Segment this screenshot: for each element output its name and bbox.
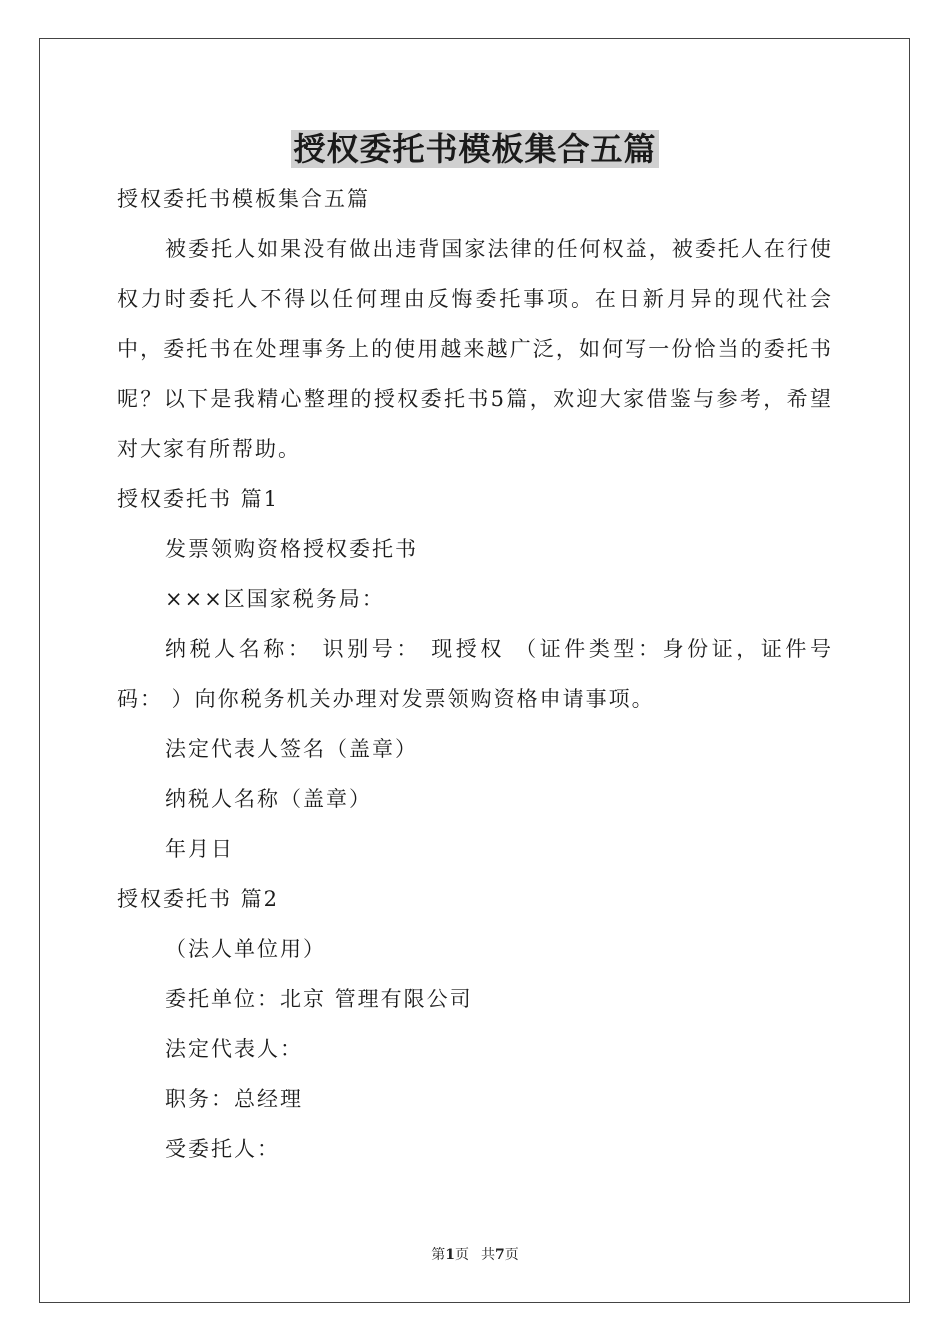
total-suffix: 页 — [504, 1247, 519, 1263]
section1-paragraph: 纳税人名称： 识别号： 现授权 （证件类型：身份证，证件号码： ）向你税务机关办理对发票领购资格申请事项。 — [117, 637, 833, 711]
section2-line: 委托单位：北京 管理有限公司 — [165, 987, 473, 1011]
section1-heading: 授权委托书 篇1 — [117, 487, 280, 511]
page-number: 1 — [445, 1247, 455, 1263]
section1-date-line: 年月日 — [165, 837, 234, 861]
page-footer — [0, 1244, 950, 1264]
intro-paragraph: 被委托人如果没有做出违背国家法律的任何权益，被委托人在行使权力时委托人不得以任何理由反悔委托事项。在日新月异的现代社会中，委托书在处理事务上的使用越来越广泛，如何写一份恰当的委托书呢？以下是我精心整理的授权委托书5篇，欢迎大家借鉴与参考，希望对大家有所帮助。 — [117, 237, 833, 461]
total-prefix: 共 — [481, 1247, 495, 1263]
section1-signature-line: 法定代表人签名（盖章） — [165, 737, 418, 761]
page-suffix: 页 — [455, 1247, 469, 1263]
page-prefix: 第 — [431, 1247, 446, 1263]
subtitle: 授权委托书模板集合五篇 — [117, 187, 370, 211]
document-title — [0, 124, 950, 174]
section2-line: （法人单位用） — [165, 937, 326, 961]
section2-line: 法定代表人： — [165, 1037, 303, 1061]
document-title-text: 授权委托书模板集合五篇 — [293, 130, 657, 168]
section2-heading: 授权委托书 篇2 — [117, 887, 280, 911]
section1-line: ×××区国家税务局： — [165, 587, 385, 611]
section2-line: 受委托人： — [165, 1137, 280, 1161]
total-pages: 7 — [495, 1247, 505, 1263]
section1-signature-line: 纳税人名称（盖章） — [165, 787, 372, 811]
section1-line: 发票领购资格授权委托书 — [165, 537, 418, 561]
section2-line: 职务：总经理 — [165, 1087, 303, 1111]
document-body — [117, 174, 833, 1174]
